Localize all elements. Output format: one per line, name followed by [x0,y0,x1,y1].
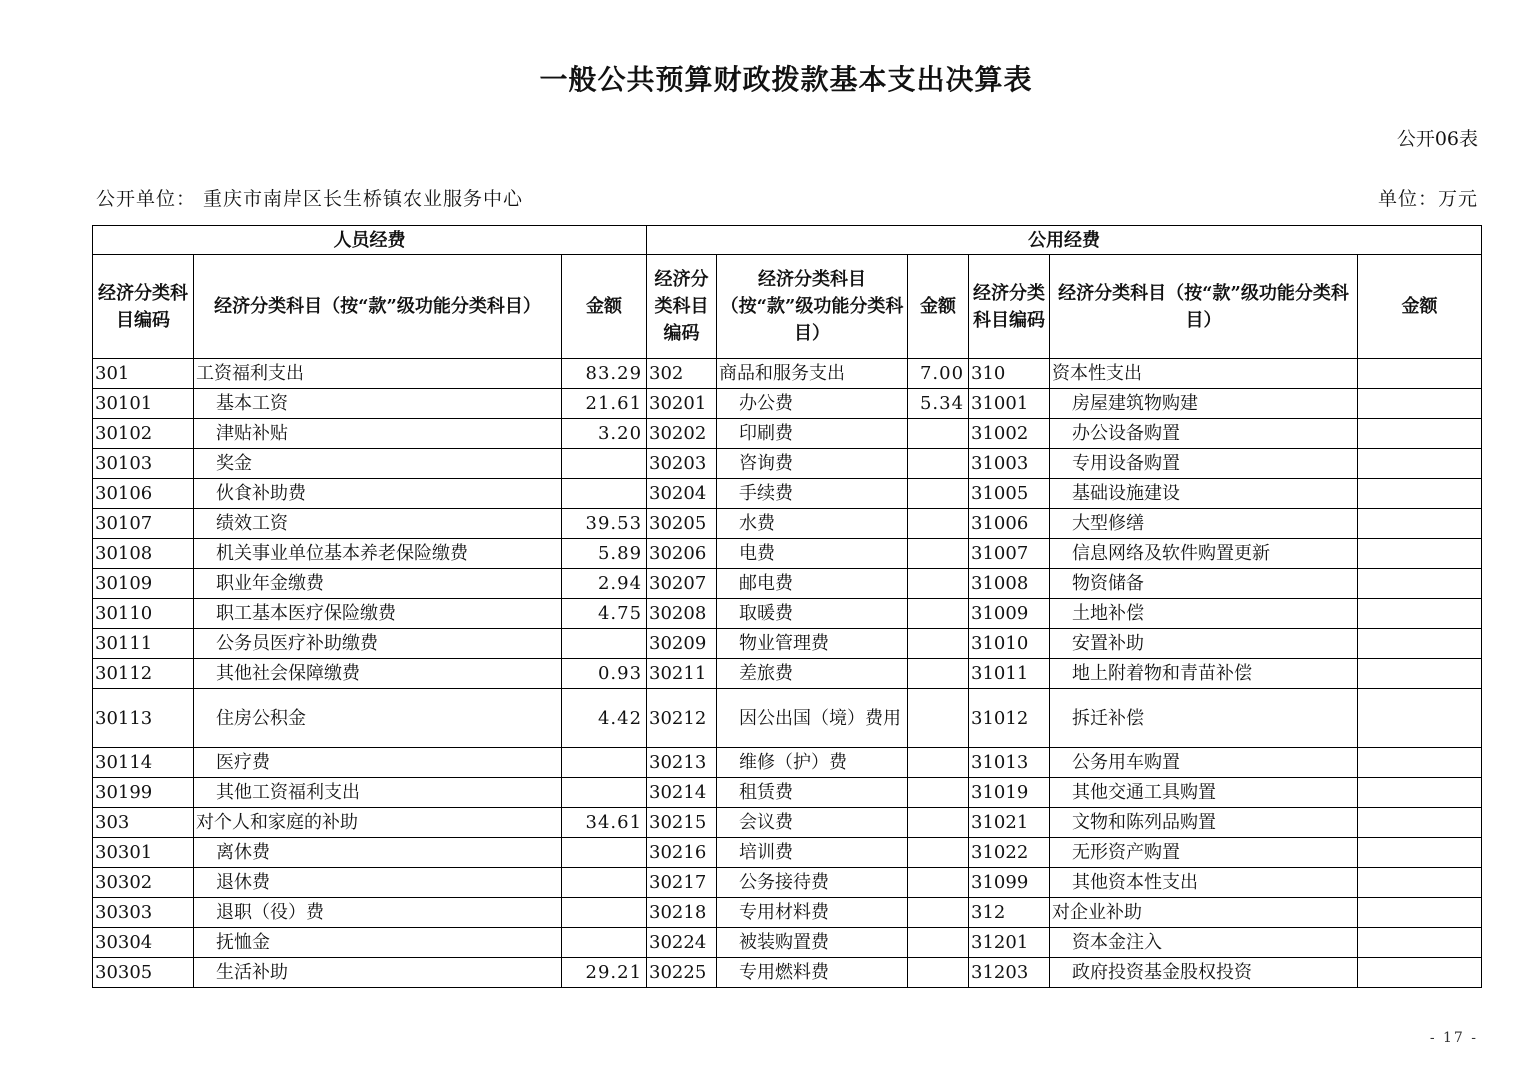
amount-cell: 0.93 [562,659,647,689]
code-cell: 31022 [969,838,1050,868]
code-cell: 303 [93,808,194,838]
page-number: - 17 - [1429,1030,1478,1046]
code-cell: 31008 [969,569,1050,599]
amount-cell [908,569,969,599]
code-cell: 30203 [647,449,717,479]
table-row [93,449,1482,479]
amount-cell [1358,659,1482,689]
item-name-cell: 会议费 [717,808,908,838]
col-header-name: 经济分类科目（按“款”级功能分类科目） [194,255,562,359]
code-cell: 30215 [647,808,717,838]
item-name-cell: 物业管理费 [717,629,908,659]
amount-cell [1358,898,1482,928]
item-name-cell: 房屋建筑物购建 [1050,389,1358,419]
col-header-code: 经济分类科目编码 [647,255,717,359]
code-cell: 30217 [647,868,717,898]
code-cell: 302 [647,359,717,389]
amount-cell: 5.89 [562,539,647,569]
amount-cell [1358,928,1482,958]
col-header-amount: 金额 [908,255,969,359]
code-cell: 30208 [647,599,717,629]
item-name-cell: 退职（役）费 [194,898,562,928]
amount-cell: 29.21 [562,958,647,988]
item-name-cell: 无形资产购置 [1050,838,1358,868]
table-row [93,928,1482,958]
item-name-cell: 大型修缮 [1050,509,1358,539]
amount-cell [1358,419,1482,449]
table-row [93,479,1482,509]
expenditure-table [92,225,1482,988]
item-name-cell: 资本金注入 [1050,928,1358,958]
code-cell: 31006 [969,509,1050,539]
table-row [93,898,1482,928]
item-name-cell: 政府投资基金股权投资 [1050,958,1358,988]
amount-cell [562,838,647,868]
code-cell: 30212 [647,689,717,748]
amount-cell [908,659,969,689]
code-cell: 30206 [647,539,717,569]
code-cell: 30199 [93,778,194,808]
amount-cell [562,778,647,808]
table-row [93,539,1482,569]
currency-unit: 单位：万元 [1377,188,1478,210]
item-name-cell: 地上附着物和青苗补偿 [1050,659,1358,689]
amount-cell [908,898,969,928]
amount-cell [908,778,969,808]
code-cell: 30218 [647,898,717,928]
item-name-cell: 电费 [717,539,908,569]
table-row [93,778,1482,808]
code-cell: 31203 [969,958,1050,988]
code-cell: 31002 [969,419,1050,449]
item-name-cell: 租赁费 [717,778,908,808]
item-name-cell: 印刷费 [717,419,908,449]
item-name-cell: 住房公积金 [194,689,562,748]
item-name-cell: 专用设备购置 [1050,449,1358,479]
col-header-name: 经济分类科目（按“款”级功能分类科目） [1050,255,1358,359]
col-header-amount: 金额 [1358,255,1482,359]
page-title: 一般公共预算财政拨款基本支出决算表 [539,63,1033,96]
item-name-cell: 公务接待费 [717,868,908,898]
table-body [93,359,1482,988]
code-cell: 31201 [969,928,1050,958]
amount-cell [1358,449,1482,479]
amount-cell [908,928,969,958]
amount-cell [908,958,969,988]
amount-cell: 3.20 [562,419,647,449]
amount-cell: 21.61 [562,389,647,419]
code-cell: 30108 [93,539,194,569]
amount-cell: 34.61 [562,808,647,838]
item-name-cell: 基础设施建设 [1050,479,1358,509]
amount-cell [1358,359,1482,389]
amount-cell: 83.29 [562,359,647,389]
code-cell: 30303 [93,898,194,928]
code-cell: 30305 [93,958,194,988]
table-row [93,629,1482,659]
item-name-cell: 物资储备 [1050,569,1358,599]
item-name-cell: 对企业补助 [1050,898,1358,928]
amount-cell [908,689,969,748]
item-name-cell: 奖金 [194,449,562,479]
code-cell: 31009 [969,599,1050,629]
code-cell: 31003 [969,449,1050,479]
item-name-cell: 对个人和家庭的补助 [194,808,562,838]
code-cell: 30304 [93,928,194,958]
item-name-cell: 职工基本医疗保险缴费 [194,599,562,629]
amount-cell: 39.53 [562,509,647,539]
amount-cell [1358,748,1482,778]
code-cell: 31011 [969,659,1050,689]
col-header-amount: 金额 [562,255,647,359]
item-name-cell: 因公出国（境）费用 [717,689,908,748]
item-name-cell: 被装购置费 [717,928,908,958]
amount-cell [1358,479,1482,509]
item-name-cell: 医疗费 [194,748,562,778]
item-name-cell: 安置补助 [1050,629,1358,659]
item-name-cell: 伙食补助费 [194,479,562,509]
item-name-cell: 生活补助 [194,958,562,988]
item-name-cell: 手续费 [717,479,908,509]
item-name-cell: 专用燃料费 [717,958,908,988]
code-cell: 30201 [647,389,717,419]
code-cell: 31001 [969,389,1050,419]
amount-cell [908,629,969,659]
code-cell: 30302 [93,868,194,898]
col-header-code: 经济分类科目编码 [93,255,194,359]
table-row [93,359,1482,389]
code-cell: 30216 [647,838,717,868]
table-row [93,689,1482,748]
table-row [93,419,1482,449]
table-row [93,509,1482,539]
table-row [93,958,1482,988]
code-cell: 30225 [647,958,717,988]
item-name-cell: 专用材料费 [717,898,908,928]
item-name-cell: 商品和服务支出 [717,359,908,389]
item-name-cell: 土地补偿 [1050,599,1358,629]
amount-cell: 4.75 [562,599,647,629]
item-name-cell: 文物和陈列品购置 [1050,808,1358,838]
amount-cell [908,449,969,479]
amount-cell [562,868,647,898]
amount-cell: 5.34 [908,389,969,419]
code-cell: 310 [969,359,1050,389]
amount-cell [908,479,969,509]
amount-cell [562,449,647,479]
amount-cell [1358,808,1482,838]
item-name-cell: 公务用车购置 [1050,748,1358,778]
code-cell: 30224 [647,928,717,958]
code-cell: 30211 [647,659,717,689]
amount-cell [908,748,969,778]
code-cell: 31099 [969,868,1050,898]
code-cell: 30109 [93,569,194,599]
code-cell: 301 [93,359,194,389]
item-name-cell: 退休费 [194,868,562,898]
amount-cell [562,629,647,659]
code-cell: 31021 [969,808,1050,838]
code-cell: 30110 [93,599,194,629]
code-cell: 30213 [647,748,717,778]
amount-cell [908,509,969,539]
amount-cell [908,808,969,838]
amount-cell [908,419,969,449]
amount-cell [1358,868,1482,898]
item-name-cell: 咨询费 [717,449,908,479]
code-cell: 30112 [93,659,194,689]
code-cell: 30102 [93,419,194,449]
code-cell: 30107 [93,509,194,539]
item-name-cell: 其他交通工具购置 [1050,778,1358,808]
table-row [93,389,1482,419]
code-cell: 30103 [93,449,194,479]
table-row [93,569,1482,599]
item-name-cell: 其他社会保障缴费 [194,659,562,689]
amount-cell [908,838,969,868]
item-name-cell: 其他资本性支出 [1050,868,1358,898]
table-row [93,659,1482,689]
amount-cell: 4.42 [562,689,647,748]
item-name-cell: 取暖费 [717,599,908,629]
amount-cell [562,928,647,958]
item-name-cell: 抚恤金 [194,928,562,958]
amount-cell [1358,689,1482,748]
amount-cell [1358,509,1482,539]
table-row [93,748,1482,778]
amount-cell [1358,838,1482,868]
code-cell: 30111 [93,629,194,659]
table-row [93,838,1482,868]
amount-cell [562,898,647,928]
item-name-cell: 工资福利支出 [194,359,562,389]
amount-cell [908,599,969,629]
amount-cell [1358,569,1482,599]
table-row [93,808,1482,838]
item-name-cell: 离休费 [194,838,562,868]
item-name-cell: 水费 [717,509,908,539]
reporting-unit: 公开单位： 重庆市南岸区长生桥镇农业服务中心 [96,188,524,210]
item-name-cell: 绩效工资 [194,509,562,539]
item-name-cell: 信息网络及软件购置更新 [1050,539,1358,569]
item-name-cell: 公务员医疗补助缴费 [194,629,562,659]
amount-cell [1358,389,1482,419]
code-cell: 30301 [93,838,194,868]
amount-cell [1358,539,1482,569]
code-cell: 30101 [93,389,194,419]
table-number: 公开06表 [1396,128,1478,150]
amount-cell [1358,599,1482,629]
item-name-cell: 差旅费 [717,659,908,689]
amount-cell [562,748,647,778]
code-cell: 31013 [969,748,1050,778]
amount-cell [1358,778,1482,808]
table-row [93,868,1482,898]
code-cell: 30214 [647,778,717,808]
item-name-cell: 邮电费 [717,569,908,599]
amount-cell [908,868,969,898]
item-name-cell: 维修（护）费 [717,748,908,778]
amount-cell [908,539,969,569]
amount-cell [1358,958,1482,988]
code-cell: 30113 [93,689,194,748]
item-name-cell: 津贴补贴 [194,419,562,449]
code-cell: 30207 [647,569,717,599]
code-cell: 30204 [647,479,717,509]
code-cell: 312 [969,898,1050,928]
item-name-cell: 办公设备购置 [1050,419,1358,449]
amount-cell [1358,629,1482,659]
code-cell: 31010 [969,629,1050,659]
amount-cell: 7.00 [908,359,969,389]
code-cell: 30202 [647,419,717,449]
item-name-cell: 基本工资 [194,389,562,419]
item-name-cell: 职业年金缴费 [194,569,562,599]
code-cell: 31019 [969,778,1050,808]
item-name-cell: 其他工资福利支出 [194,778,562,808]
code-cell: 30205 [647,509,717,539]
item-name-cell: 机关事业单位基本养老保险缴费 [194,539,562,569]
col-header-code: 经济分类科目编码 [969,255,1050,359]
amount-cell: 2.94 [562,569,647,599]
code-cell: 31005 [969,479,1050,509]
group-header-public: 公用经费 [647,226,1482,255]
item-name-cell: 办公费 [717,389,908,419]
code-cell: 30106 [93,479,194,509]
code-cell: 30209 [647,629,717,659]
amount-cell [562,479,647,509]
item-name-cell: 资本性支出 [1050,359,1358,389]
item-name-cell: 拆迁补偿 [1050,689,1358,748]
item-name-cell: 培训费 [717,838,908,868]
table-row [93,599,1482,629]
group-header-personnel: 人员经费 [93,226,647,255]
code-cell: 31012 [969,689,1050,748]
col-header-name: 经济分类科目（按“款”级功能分类科目） [717,255,908,359]
code-cell: 30114 [93,748,194,778]
code-cell: 31007 [969,539,1050,569]
